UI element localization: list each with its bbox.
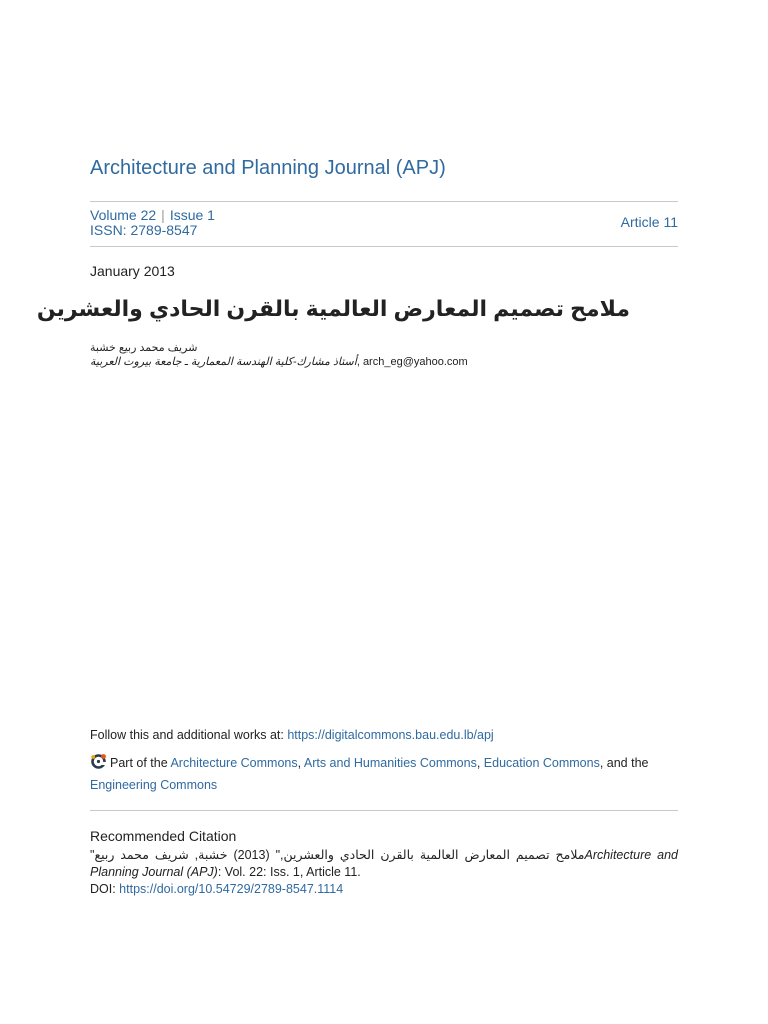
issue-link[interactable]: Issue 1 xyxy=(169,207,215,223)
education-commons-link[interactable]: Education Commons xyxy=(483,756,600,770)
citation-line-1 xyxy=(90,847,678,864)
recommended-citation xyxy=(90,847,678,898)
doi-link[interactable]: https://doi.org/10.54729/2789-8547.1114 xyxy=(119,882,344,896)
part-of-prefix: Part of the xyxy=(110,756,171,770)
meta-divider xyxy=(90,246,678,247)
part-of-block xyxy=(90,752,678,796)
repository-link[interactable]: https://digitalcommons.bau.edu.lb/apj xyxy=(287,728,494,742)
citation-title: "ملامح تصميم المعارض العالمية بالقرن الحادي والعشرين," xyxy=(90,848,585,862)
engineering-commons-link[interactable]: Engineering Commons xyxy=(90,778,218,792)
citation-divider xyxy=(90,810,678,811)
volume-issue-block xyxy=(90,208,678,238)
journal-title[interactable]: Architecture and Planning Journal (APJ) xyxy=(90,157,446,179)
top-divider xyxy=(90,201,678,202)
author-affiliation xyxy=(90,355,468,368)
citation-details: : Vol. 22: Iss. 1, Article 11. xyxy=(217,865,361,879)
part-of-separator: , xyxy=(297,756,304,770)
citation-doi-line xyxy=(90,881,678,898)
citation-heading: Recommended Citation xyxy=(90,828,237,844)
cover-page xyxy=(36,0,679,1024)
volume-link[interactable]: Volume 22 xyxy=(90,207,157,223)
article-number[interactable]: Article 11 xyxy=(620,214,678,230)
follow-line xyxy=(90,728,494,742)
follow-prefix: Follow this and additional works at: xyxy=(90,728,288,742)
citation-year: (2013) xyxy=(227,848,276,862)
commons-network-icon xyxy=(90,753,107,770)
citation-line-2 xyxy=(90,864,678,881)
article-title: ملامح تصميم المعارض العالمية بالقرن الحادي والعشرين xyxy=(36,296,630,321)
citation-journal-continued: Planning Journal (APJ) xyxy=(90,865,218,879)
citation-authors: خشبة, شريف محمد ربيع xyxy=(94,848,228,862)
affiliation-text: أستاذ مشارك-كلية الهندسة المعمارية ـ جامعة بيروت العربية xyxy=(90,356,357,368)
author-email: , arch_eg@yahoo.com xyxy=(356,356,468,368)
architecture-commons-link[interactable]: Architecture Commons xyxy=(170,756,298,770)
part-of-separator: , xyxy=(476,756,484,770)
doi-label: DOI: xyxy=(90,882,120,896)
author-name: شريف محمد ربيع خشبة xyxy=(90,342,198,354)
issn: ISSN: 2789-8547 xyxy=(90,222,198,238)
and-the-text: , and the xyxy=(599,756,649,770)
meta-separator: | xyxy=(161,207,165,223)
publication-date: January 2013 xyxy=(90,263,175,279)
volume-issue-line xyxy=(90,208,678,223)
citation-journal: Architecture and xyxy=(584,848,679,862)
arts-humanities-commons-link[interactable]: Arts and Humanities Commons xyxy=(303,756,477,770)
